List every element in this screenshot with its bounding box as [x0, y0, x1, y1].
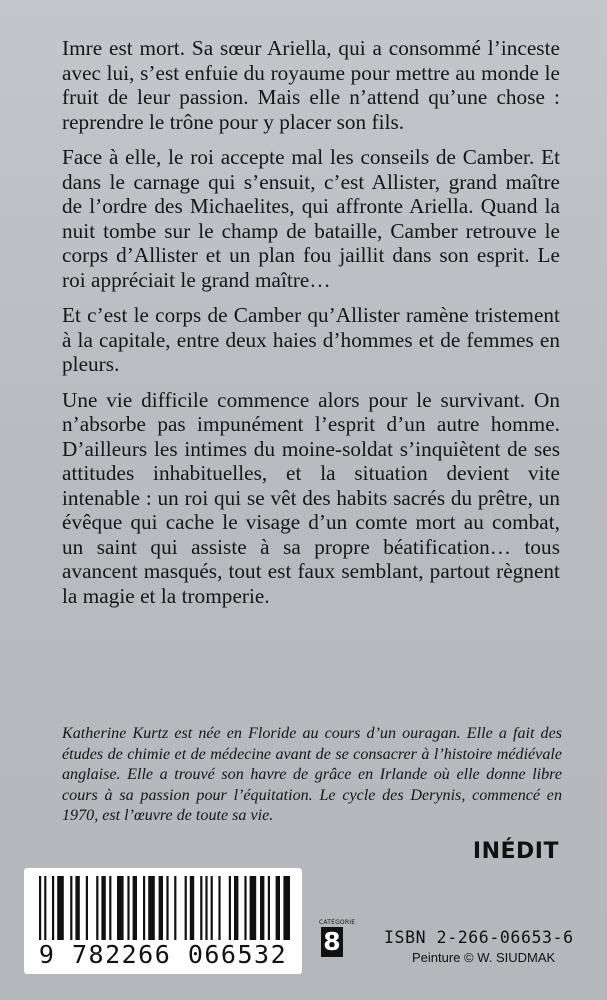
barcode-bar — [276, 876, 280, 940]
barcode-bar — [70, 876, 72, 940]
barcode-bar — [143, 876, 145, 940]
barcode-bar — [148, 876, 155, 940]
barcode-bar — [268, 876, 270, 940]
category-value: 8 — [321, 927, 343, 957]
barcode-bar — [166, 876, 168, 940]
barcode-bar — [117, 876, 124, 940]
barcode-bar — [159, 876, 163, 940]
barcode-bar — [75, 876, 79, 940]
barcode-bar — [211, 876, 213, 940]
isbn: ISBN 2-266-06653-6 — [384, 928, 574, 947]
barcode-bar — [133, 876, 137, 940]
barcode-number: 9 782266 066532 — [38, 940, 288, 969]
author-bio: Katherine Kurtz est née en Floride au cours d’un ouragan. Elle a fait des études de chimie et de médecine avant de se consacrer à l’histoire médiévale anglaise. Elle a trouvé son havre de grâce en Irlande où elle donne libre cours à sa passion pour l’équitation. Le cycle des Derynis, commencé en 1970, est l’œuvre de toute sa vie. — [62, 725, 562, 824]
barcode-bar — [101, 876, 105, 940]
inedit-badge: INÉDIT — [472, 839, 559, 864]
category-label: CATÉGORIE — [319, 919, 356, 926]
barcode-bar — [57, 876, 64, 940]
barcode-bar — [52, 876, 54, 940]
category-mark — [319, 919, 356, 957]
synopsis-paragraph: Face à elle, le roi accepte mal les conseils de Camber. Et dans le carnage qui s’ensuit, c’est Allister, grand maître de l’ordre des Michaelites, qui affronte Ariella. Quand la nuit tombe sur le champ de bataille, Camber retrouve le corps d’Allister et un plan fou jaillit dans son esprit. Le roi appréciait le grand maître… — [62, 145, 560, 292]
barcode-bar — [200, 876, 202, 940]
barcode-bars — [33, 876, 293, 940]
barcode-bar — [190, 876, 194, 940]
barcode-bar — [127, 876, 129, 940]
barcode-bar — [44, 876, 46, 940]
barcode-bar — [205, 876, 207, 940]
barcode-bar — [39, 876, 41, 940]
barcode-bar — [244, 876, 246, 940]
illustration-credit: Peinture © W. SIUDMAK — [412, 950, 556, 965]
barcode-bar — [174, 876, 176, 940]
barcode-bar — [260, 876, 264, 940]
barcode-bar — [283, 876, 290, 940]
barcode-bar — [109, 876, 111, 940]
synopsis — [62, 36, 560, 619]
barcode-bar — [250, 876, 257, 940]
barcode-bar — [234, 876, 238, 940]
barcode-bar — [229, 876, 231, 940]
barcode-bar — [96, 876, 98, 940]
synopsis-paragraph: Une vie difficile commence alors pour le survivant. On n’absorbe pas impunément l’esprit d’un autre homme. D’ailleurs les intimes du moine-soldat s’inquiètent de ses attitudes inhabituelles, et la situation devient vite intenable : un roi qui se vêt des habits sacrés du prêtre, un évêque qui cache le visage d’un comte mort au combat, un saint qui assiste à sa propre béatification… tous avancent masqués, tout est faux semblant, partout règnent la magie et la tromperie. — [62, 387, 560, 608]
barcode — [24, 868, 302, 974]
barcode-bar — [185, 876, 187, 940]
synopsis-paragraph: Imre est mort. Sa sœur Ariella, qui a consommé l’inceste avec lui, s’est enfuie du royaume pour mettre au monde le fruit de leur passion. Mais elle n’attend qu’une chose : reprendre le trône pour y placer son fils. — [62, 36, 560, 134]
barcode-bar — [218, 876, 220, 940]
barcode-bar — [86, 876, 88, 940]
synopsis-paragraph: Et c’est le corps de Camber qu’Allister ramène tristement à la capitale, entre deux haies d’hommes et de femmes en pleurs. — [62, 303, 560, 376]
